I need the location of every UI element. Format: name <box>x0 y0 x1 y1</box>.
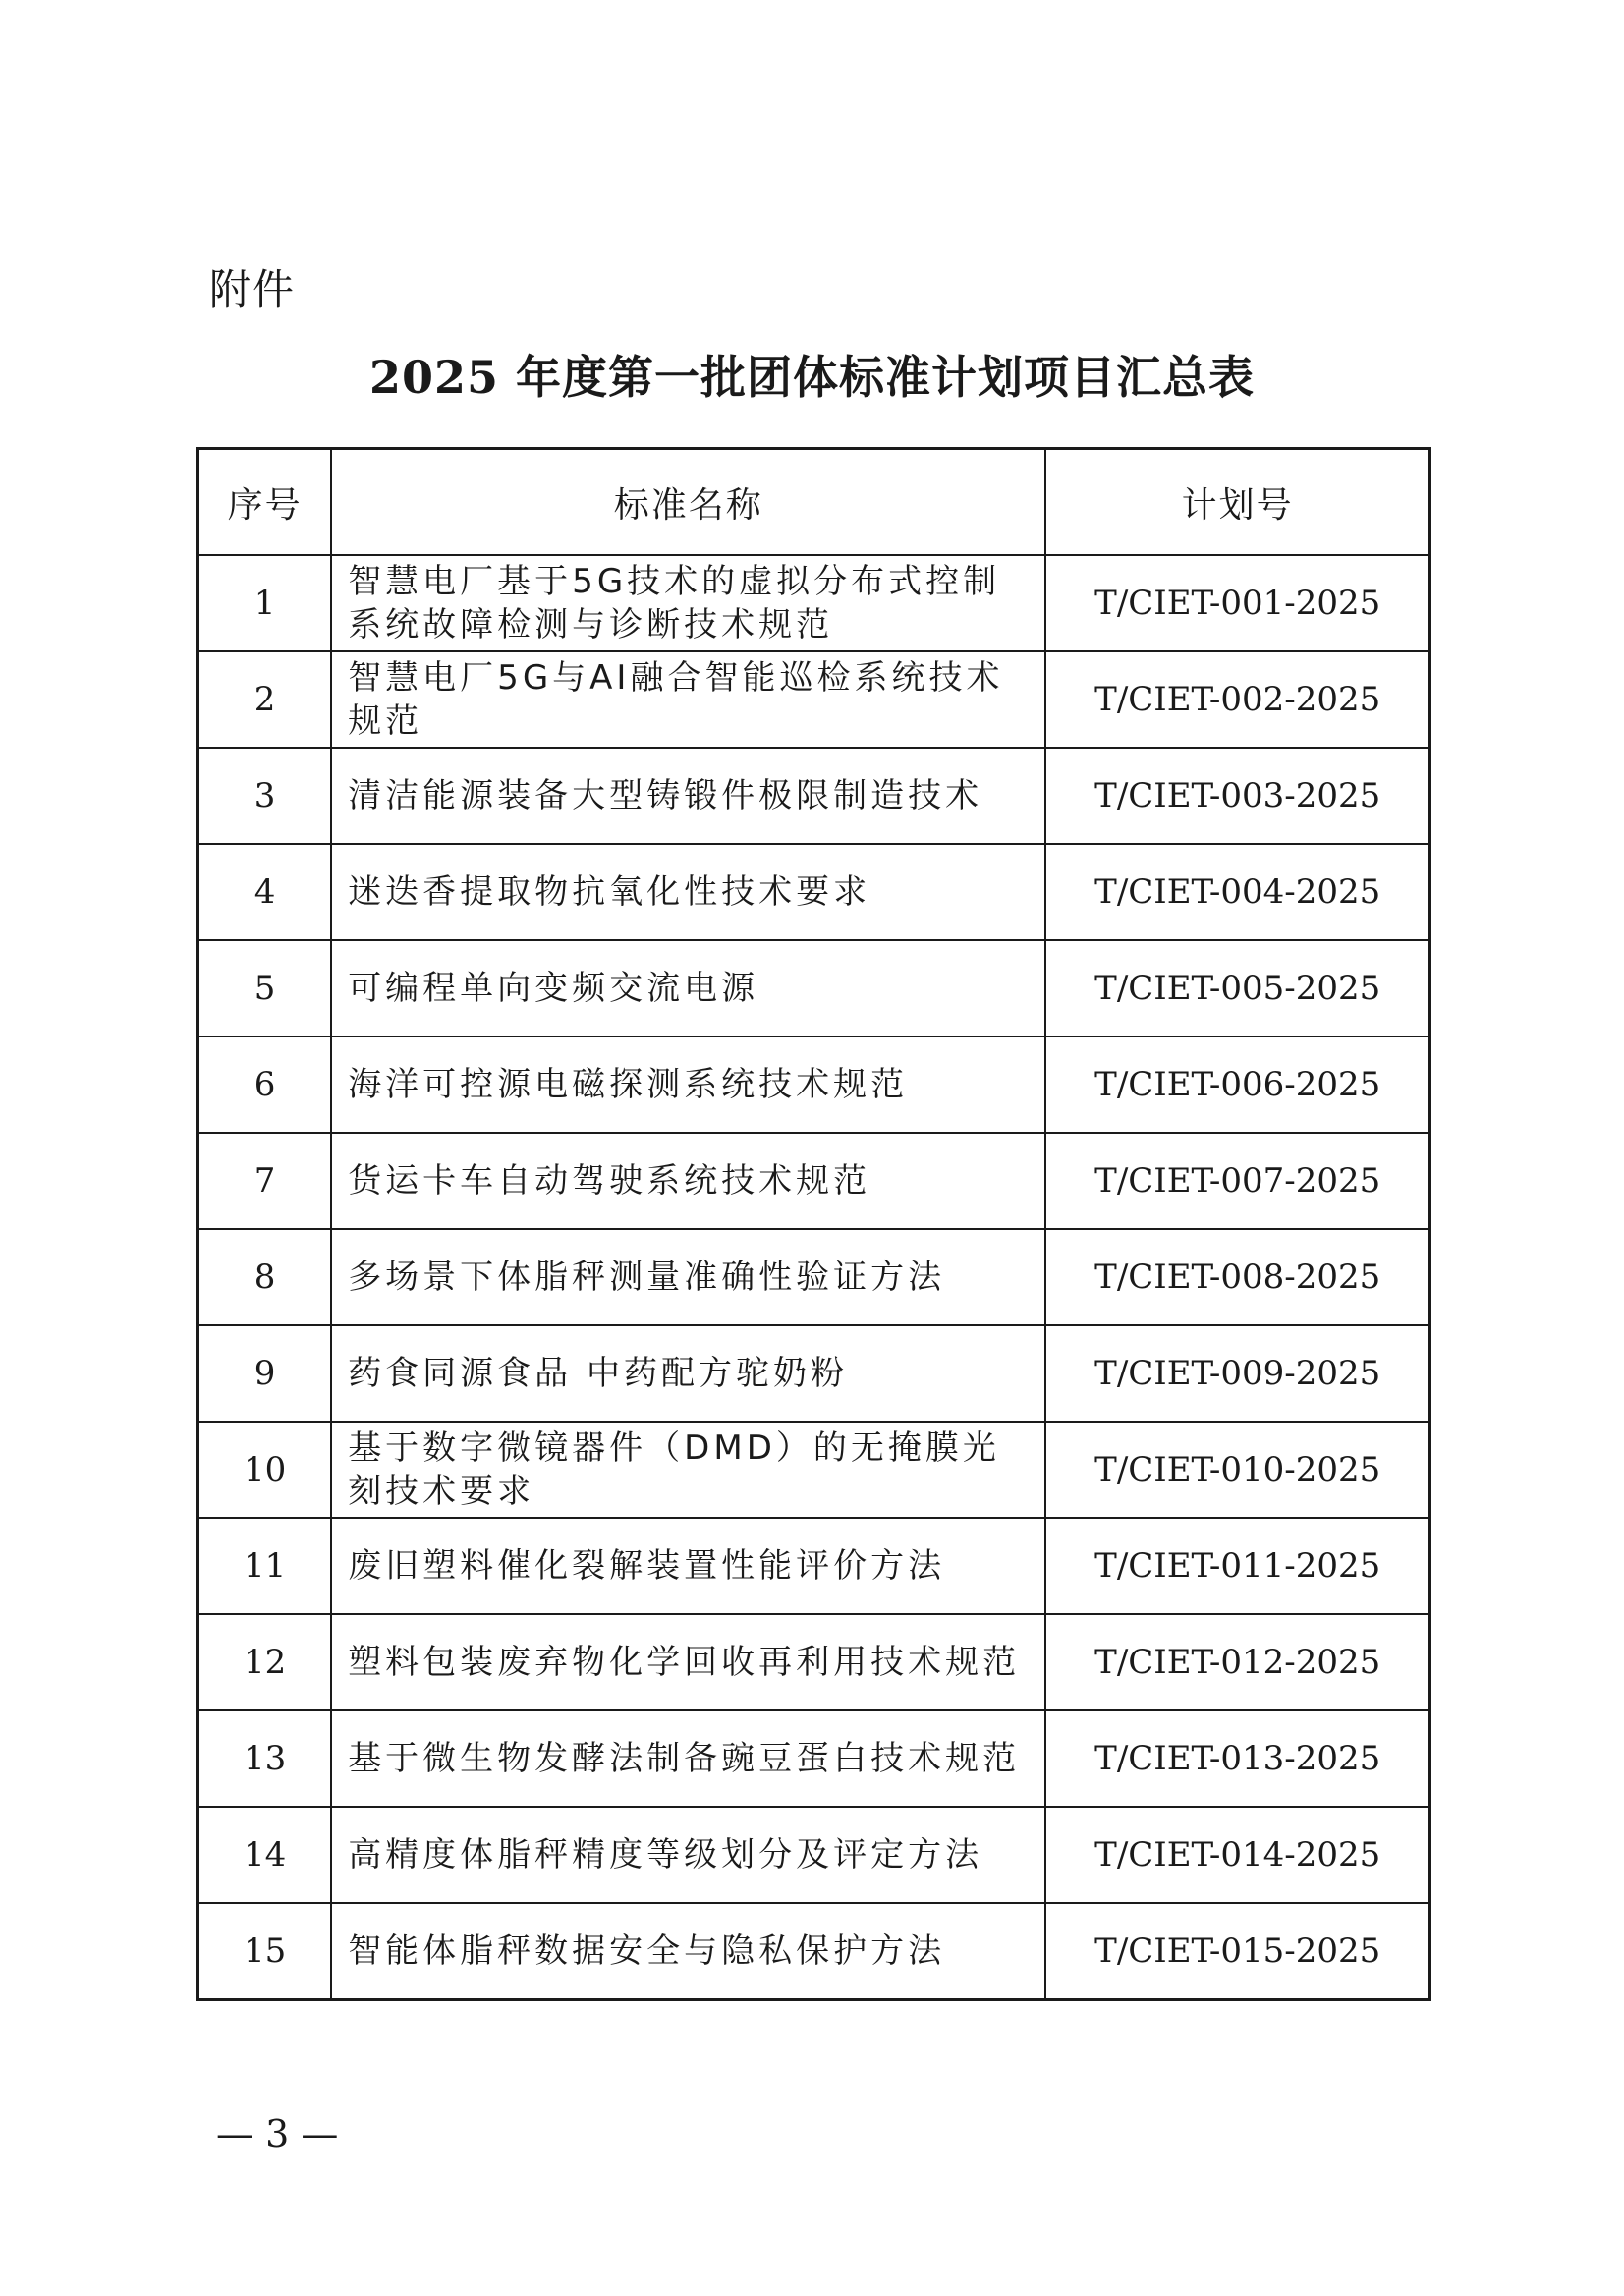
row-standard-name: 多场景下体脂秤测量准确性验证方法 <box>331 1229 1045 1325</box>
table-row <box>198 748 1430 844</box>
row-plan-number: T/CIET-012-2025 <box>1045 1614 1429 1710</box>
row-plan-number: T/CIET-007-2025 <box>1045 1133 1429 1229</box>
row-plan-number: T/CIET-010-2025 <box>1045 1422 1429 1518</box>
row-plan-number: T/CIET-013-2025 <box>1045 1710 1429 1807</box>
row-standard-name: 基于微生物发酵法制备豌豆蛋白技术规范 <box>331 1710 1045 1807</box>
row-standard-name: 迷迭香提取物抗氧化性技术要求 <box>331 844 1045 940</box>
row-standard-name: 基于数字微镜器件（DMD）的无掩膜光刻技术要求 <box>331 1422 1045 1518</box>
row-standard-name: 货运卡车自动驾驶系统技术规范 <box>331 1133 1045 1229</box>
row-index: 12 <box>198 1614 332 1710</box>
page-title: 2025 年度第一批团体标准计划项目汇总表 <box>368 351 1256 404</box>
table-row <box>198 651 1430 748</box>
table-row <box>198 1229 1430 1325</box>
row-plan-number: T/CIET-005-2025 <box>1045 940 1429 1036</box>
row-index: 7 <box>198 1133 332 1229</box>
row-standard-name: 可编程单向变频交流电源 <box>331 940 1045 1036</box>
row-index: 6 <box>198 1036 332 1133</box>
row-index: 1 <box>198 555 332 651</box>
row-standard-name: 智慧电厂5G与AI融合智能巡检系统技术规范 <box>331 651 1045 748</box>
row-plan-number: T/CIET-008-2025 <box>1045 1229 1429 1325</box>
row-plan-number: T/CIET-001-2025 <box>1045 555 1429 651</box>
header-standard-name: 标准名称 <box>331 449 1045 556</box>
header-plan-number: 计划号 <box>1045 449 1429 556</box>
row-standard-name: 海洋可控源电磁探测系统技术规范 <box>331 1036 1045 1133</box>
table-row <box>198 1807 1430 1903</box>
row-plan-number: T/CIET-009-2025 <box>1045 1325 1429 1422</box>
row-index: 14 <box>198 1807 332 1903</box>
row-plan-number: T/CIET-003-2025 <box>1045 748 1429 844</box>
row-plan-number: T/CIET-014-2025 <box>1045 1807 1429 1903</box>
row-plan-number: T/CIET-006-2025 <box>1045 1036 1429 1133</box>
attachment-label: 附件 <box>209 265 297 313</box>
row-index: 8 <box>198 1229 332 1325</box>
table-row <box>198 1325 1430 1422</box>
page-number: — 3 — <box>216 2112 339 2156</box>
row-index: 13 <box>198 1710 332 1807</box>
row-standard-name: 高精度体脂秤精度等级划分及评定方法 <box>331 1807 1045 1903</box>
table-row <box>198 1133 1430 1229</box>
row-plan-number: T/CIET-015-2025 <box>1045 1903 1429 2000</box>
row-standard-name: 塑料包装废弃物化学回收再利用技术规范 <box>331 1614 1045 1710</box>
row-index: 15 <box>198 1903 332 2000</box>
row-index: 9 <box>198 1325 332 1422</box>
standards-table <box>196 447 1431 2001</box>
row-index: 2 <box>198 651 332 748</box>
row-standard-name: 清洁能源装备大型铸锻件极限制造技术 <box>331 748 1045 844</box>
table-row <box>198 1518 1430 1614</box>
table-row <box>198 1036 1430 1133</box>
row-plan-number: T/CIET-004-2025 <box>1045 844 1429 940</box>
row-standard-name: 智能体脂秤数据安全与隐私保护方法 <box>331 1903 1045 2000</box>
row-standard-name: 废旧塑料催化裂解装置性能评价方法 <box>331 1518 1045 1614</box>
row-standard-name: 智慧电厂基于5G技术的虚拟分布式控制系统故障检测与诊断技术规范 <box>331 555 1045 651</box>
table-row <box>198 940 1430 1036</box>
row-index: 5 <box>198 940 332 1036</box>
row-index: 4 <box>198 844 332 940</box>
table-row <box>198 1614 1430 1710</box>
table-row <box>198 844 1430 940</box>
row-index: 10 <box>198 1422 332 1518</box>
row-plan-number: T/CIET-011-2025 <box>1045 1518 1429 1614</box>
table-row <box>198 1710 1430 1807</box>
table-row <box>198 555 1430 651</box>
header-index: 序号 <box>198 449 332 556</box>
table-row <box>198 1903 1430 2000</box>
row-index: 3 <box>198 748 332 844</box>
row-standard-name: 药食同源食品 中药配方驼奶粉 <box>331 1325 1045 1422</box>
table-header-row <box>198 449 1430 556</box>
row-plan-number: T/CIET-002-2025 <box>1045 651 1429 748</box>
row-index: 11 <box>198 1518 332 1614</box>
table-row <box>198 1422 1430 1518</box>
